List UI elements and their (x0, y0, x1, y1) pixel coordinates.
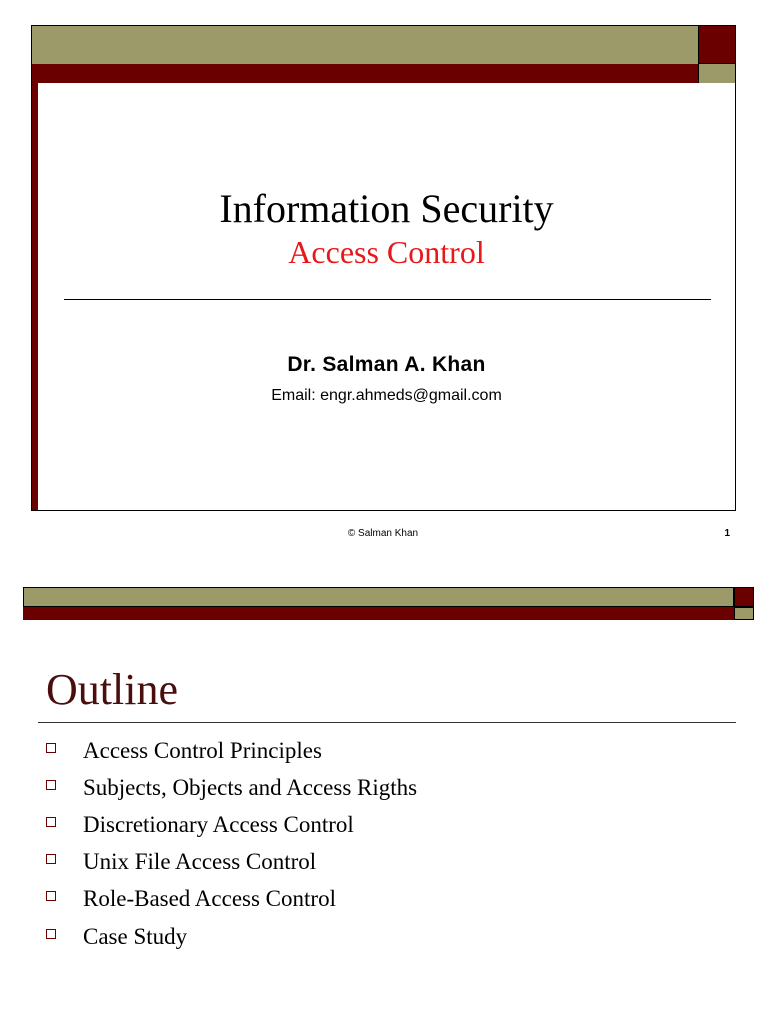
slide-2-header-band (23, 587, 734, 607)
square-bullet-icon (46, 854, 56, 864)
outline-item-label: Discretionary Access Control (83, 811, 354, 837)
slide-1-corner-square-top (698, 26, 735, 64)
slide-1-divider (64, 299, 711, 300)
outline-item-label: Unix File Access Control (83, 849, 317, 875)
outline-item (46, 806, 417, 843)
square-bullet-icon (46, 891, 56, 901)
square-bullet-icon (46, 780, 56, 790)
slide-1-header-band (32, 26, 698, 65)
slide-2-corner-square-top (734, 587, 754, 607)
outline-item (46, 918, 417, 955)
outline-item (46, 844, 417, 881)
slide-2-header-stripe (23, 607, 734, 620)
outline-item (46, 881, 417, 918)
slide-1-subtitle: Access Control (288, 234, 485, 270)
slide-1-title: Information Security (219, 186, 554, 231)
outline-item-label: Subjects, Objects and Access Rigths (83, 774, 418, 800)
slide-1-corner-square-bottom (698, 64, 735, 83)
outline-item-label: Role-Based Access Control (83, 886, 336, 912)
slide-2-corner-square-bottom (734, 607, 754, 620)
outline-item (46, 769, 417, 806)
outline-list (46, 732, 417, 955)
slide-1-left-accent-bar (32, 83, 38, 510)
outline-item (46, 732, 417, 769)
slide-1-header-stripe (32, 64, 698, 83)
slide-1-footer: © Salman Khan (347, 528, 419, 539)
square-bullet-icon (46, 817, 56, 827)
square-bullet-icon (46, 743, 56, 753)
square-bullet-icon (46, 929, 56, 939)
slide-1-email: Email: engr.ahmeds@gmail.com (271, 387, 502, 404)
slide-1-page-number: 1 (724, 528, 730, 539)
outline-item-label: Case Study (83, 923, 188, 949)
slide-1-author: Dr. Salman A. Khan (287, 353, 486, 376)
outline-item-label: Access Control Principles (83, 737, 322, 763)
slide-2-divider (38, 722, 736, 723)
slide-2-title: Outline (46, 665, 178, 714)
